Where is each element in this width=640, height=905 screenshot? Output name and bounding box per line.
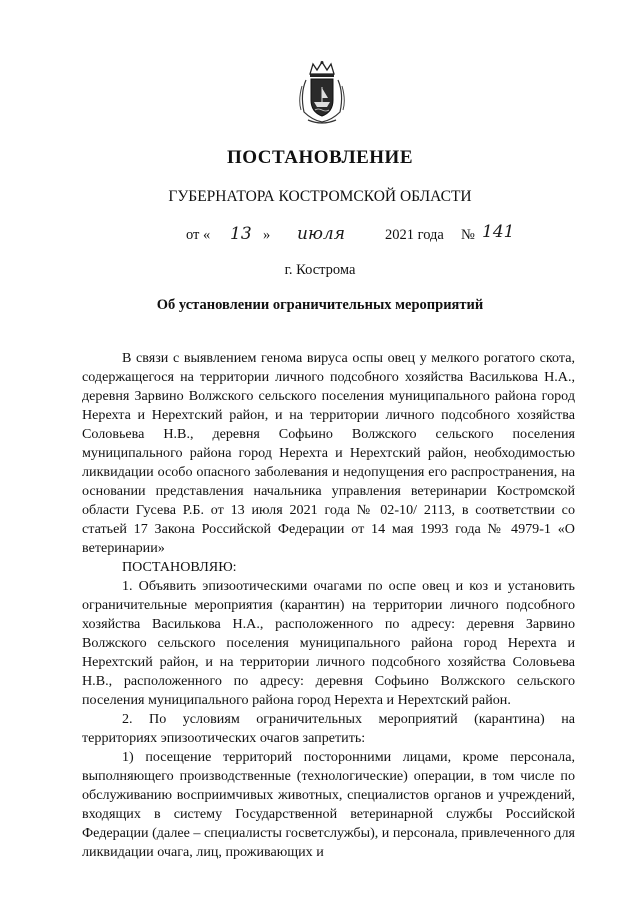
date-prefix: от « <box>186 227 211 243</box>
date-year: 2021 года <box>385 227 444 243</box>
handwritten-month: июля <box>297 224 345 244</box>
date-number-line <box>0 224 640 254</box>
date-quote-close: » <box>263 227 271 243</box>
paragraph-subitem-1: 1) посещение территорий посторонними лицами, кроме персонала, выполняющего производственные (технологические) операции, в том числе по обслуживанию восприимчивых животных, специалистов органов и учреждений, входящих в систему Государственной ветеринарной службы Российской Федерации (далее – специалисты госветслужбы), и персонала, привлеченного для ликвидации очага, лиц, проживающих и <box>82 749 575 860</box>
kostroma-coat-of-arms-icon <box>298 60 346 128</box>
document-body <box>82 349 575 862</box>
document-subject: Об установлении ограничительных мероприятий <box>156 297 484 313</box>
document-title: ПОСТАНОВЛЕНИЕ <box>226 147 414 168</box>
paragraph-decree: ПОСТАНОВЛЯЮ: <box>122 559 237 575</box>
paragraph-item-2: 2. По условиям ограничительных мероприятий (карантина) на территориях эпизоотических очагов запретить: <box>82 711 575 746</box>
issuer-line: ГУБЕРНАТОРА КОСТРОМСКОЙ ОБЛАСТИ <box>168 188 472 205</box>
paragraph-preamble: В связи с выявлением генома вируса оспы овец у мелкого рогатого скота, содержащегося на территории личного подсобного хозяйства Василькова Н.А., деревня Зарвино Волжского сельского поселения муниципального района город Нерехта и Нерехтский район, и на территории личного подсобного хозяйства Соловьева Н.В., деревня Софьино Волжского сельского поселения муниципального района город Нерехта и Нерехтский район, необходимостью ликвидации особо опасного заболевания и недопущения его распространения, на основании представления начальника управления ветеринарии Костромской области Гусева Р.Б. от 13 июля 2021 года № 02-10/ 2113, в соответствии со статьей 17 Закона Российской Федерации от 14 мая 1993 года № 4979-1 «О ветеринарии» <box>82 350 575 556</box>
paragraph-item-1: 1. Объявить эпизоотическими очагами по оспе овец и коз и установить ограничительные мероприятия (карантин) на территории личного подсобного хозяйства Василькова Н.А., расположенного по адресу: деревня Зарвино Волжского сельского поселения муниципального района город Нерехта и Нерехтский район, и на территории личного подсобного хозяйства Соловьева Н.В., расположенного по адресу: деревня Софьино Волжского сельского поселения муниципального района город Нерехта и Нерехтский район. <box>82 578 575 708</box>
handwritten-day: 13 <box>230 224 252 244</box>
city-line: г. Кострома <box>284 262 356 278</box>
number-sign: № <box>461 227 475 243</box>
handwritten-number: 141 <box>482 222 515 242</box>
